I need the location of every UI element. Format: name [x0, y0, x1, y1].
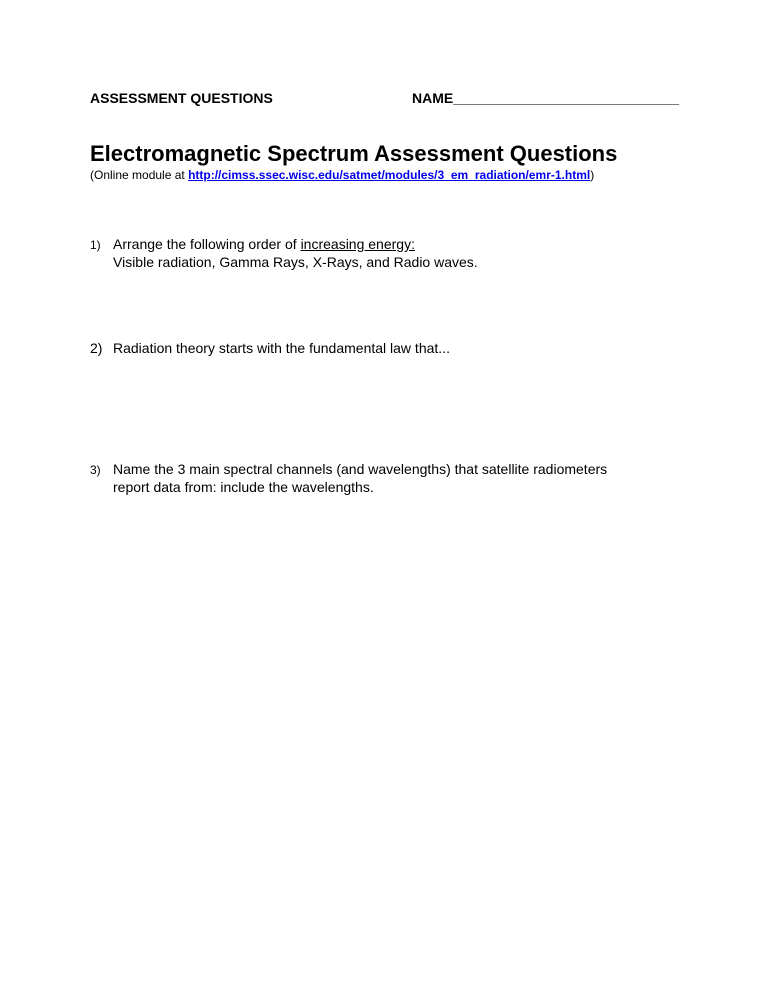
question-number: 2)	[90, 340, 103, 356]
question-line-prefix: Arrange the following order of	[113, 236, 301, 252]
header-assessment-label: ASSESSMENT QUESTIONS	[90, 90, 273, 106]
subtitle-suffix: )	[590, 168, 595, 182]
question-text	[113, 339, 673, 357]
question-line: Name the 3 main spectral channels (and wavelengths) that satellite radiometers	[113, 461, 608, 477]
subtitle	[90, 168, 594, 182]
header-name-field: NAME_____________________________	[412, 90, 680, 106]
header-row	[90, 90, 690, 110]
question-line	[113, 235, 673, 253]
question-number: 3)	[90, 463, 101, 477]
question-text	[113, 235, 673, 271]
question-number: 1)	[90, 238, 101, 252]
question-line: Radiation theory starts with the fundamental law that...	[113, 340, 450, 356]
question-3	[90, 460, 670, 500]
page-title: Electromagnetic Spectrum Assessment Questions	[90, 141, 618, 166]
question-1	[90, 235, 670, 275]
underlined-phrase: increasing energy:	[300, 236, 415, 252]
question-line: report data from: include the wavelengths.	[113, 479, 374, 495]
subtitle-prefix: (Online module at	[90, 168, 189, 182]
question-line: Visible radiation, Gamma Rays, X-Rays, and Radio waves.	[113, 254, 478, 270]
module-link[interactable]: http://cimss.ssec.wisc.edu/satmet/modules/3_em_radiation/emr-1.html	[188, 168, 591, 182]
question-text	[113, 460, 673, 496]
question-2	[90, 339, 670, 359]
